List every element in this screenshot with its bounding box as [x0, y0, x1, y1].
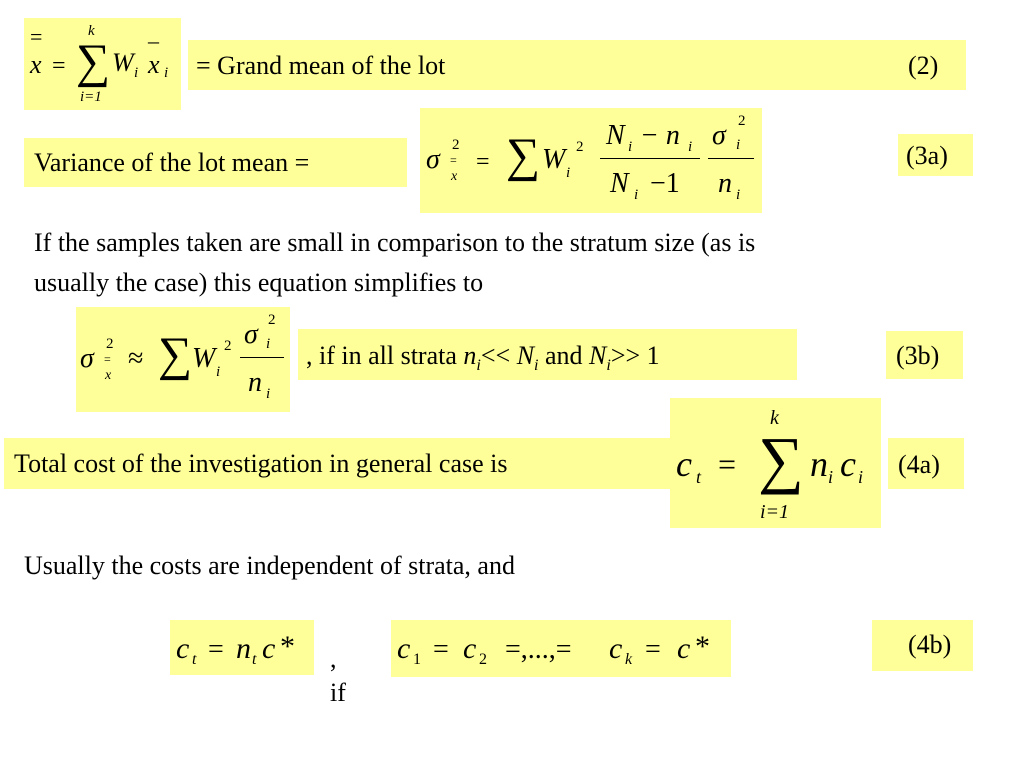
approx-variance-formula-box	[76, 307, 290, 412]
total-cost-constant-formula-box	[170, 620, 314, 675]
approx-sign: ≈	[128, 343, 144, 374]
equation-number-2: (2)	[908, 51, 939, 80]
cost-ck-sub: k	[625, 651, 633, 668]
condition-much-greater: >> 1	[610, 341, 660, 370]
sample-size-n: n	[236, 632, 251, 665]
equal-costs-formula-box	[391, 620, 731, 677]
equals-sign: =	[52, 53, 66, 79]
x-bar-mark: –	[148, 28, 159, 53]
equals-sign: =	[476, 149, 490, 175]
equals-1: =	[433, 634, 449, 665]
ellipsis-chain: =,...,=	[505, 634, 572, 665]
condition-N2-sub: i	[606, 357, 611, 375]
equation-number-4b-box	[872, 620, 973, 671]
cost-c1-sub: 1	[413, 651, 421, 668]
sample-size-n: n	[810, 444, 828, 484]
cost-ck: c	[609, 632, 623, 665]
simplification-paragraph-line1: If the samples taken are small in comparison to the stratum size (as is	[34, 228, 756, 257]
sigma-symbol: σ	[426, 144, 440, 175]
equals-sign: =	[718, 446, 737, 482]
equals-sign: =	[208, 634, 224, 665]
sigma-sup: 2	[106, 336, 114, 352]
variance-label: Variance of the lot mean =	[34, 148, 310, 177]
condition-and: and	[538, 341, 590, 370]
fraction1-num-N-sub: i	[628, 139, 633, 155]
xbarbar-symbol: x	[30, 50, 42, 79]
weight-w-sub: i	[134, 65, 139, 81]
weight-w: W	[542, 144, 566, 175]
star: *	[280, 630, 295, 663]
cost-c1: c	[397, 632, 411, 665]
weight-w: W	[192, 343, 216, 374]
fraction2-den-n-sub: i	[736, 187, 741, 203]
sample-size-n-sub: t	[252, 651, 257, 668]
total-cost-label: Total cost of the investigation in general case is	[14, 449, 508, 478]
costs-independent-paragraph: Usually the costs are independent of strata, and	[24, 551, 515, 580]
condition-prefix: , if in all strata	[306, 341, 464, 370]
summation-symbol: ∑	[506, 129, 541, 182]
sum-lower-limit: i=1	[760, 501, 790, 523]
fraction1-num-n-sub: i	[688, 139, 693, 155]
sum-lower-limit: i=1	[80, 89, 102, 105]
strata-condition-box	[298, 329, 797, 380]
condition-n: n	[463, 341, 477, 370]
if-word: if	[330, 678, 346, 707]
sigma-sub-bar: =	[450, 153, 457, 167]
x-symbol: x	[148, 50, 160, 79]
simplification-paragraph-line2: usually the case) this equation simplifies to	[34, 268, 484, 297]
sigma-sup: 2	[452, 137, 460, 153]
sigma-symbol: σ	[80, 343, 94, 374]
condition-N-sub: i	[534, 357, 539, 375]
unit-cost-c: c	[262, 632, 276, 665]
summation-symbol: ∑	[158, 328, 193, 381]
variance-label-box	[24, 138, 407, 187]
fraction-den-n-sub: i	[266, 386, 271, 402]
equation-number-3b-box	[886, 331, 963, 379]
equation-number-3b: (3b)	[896, 341, 940, 370]
fraction-num-sigma-sup: 2	[268, 312, 276, 328]
weight-w-sup: 2	[224, 338, 232, 354]
cost-c2: c	[463, 632, 477, 665]
total-cost-formula-box	[670, 398, 881, 528]
sigma-sub: x	[451, 169, 458, 184]
common-cost-c: c	[677, 632, 691, 665]
condition-N: N	[516, 341, 535, 370]
summation-symbol: ∑	[758, 424, 804, 495]
fraction-num-sigma: σ	[244, 319, 258, 350]
fraction2-den-n: n	[718, 168, 732, 199]
sigma-sub-bar: =	[104, 352, 111, 366]
fraction2-num-sigma-sup: 2	[738, 113, 746, 129]
fraction2-num-sigma-sub: i	[736, 137, 741, 153]
fraction1-bar	[600, 158, 700, 159]
weight-w-sub: i	[566, 165, 571, 181]
fraction1-den-N: N	[610, 168, 629, 199]
fraction1-den-N-sub: i	[634, 187, 639, 203]
fraction2-num-sigma: σ	[712, 120, 726, 151]
sum-upper-limit: k	[88, 23, 95, 39]
unit-cost-c: c	[840, 444, 856, 484]
fraction2-bar	[708, 158, 754, 159]
grand-mean-label-box	[188, 40, 966, 90]
fraction1-den-minus-one: −1	[650, 168, 680, 199]
fraction-bar	[240, 357, 284, 358]
equals-2: =	[645, 634, 661, 665]
grand-mean-label: = Grand mean of the lot	[196, 51, 446, 80]
condition-n-sub: i	[476, 357, 481, 375]
equation-number-4a-box	[888, 438, 964, 489]
sample-size-n-sub: i	[828, 467, 834, 487]
weight-w-sup: 2	[576, 139, 584, 155]
fraction-num-sigma-sub: i	[266, 336, 271, 352]
summation-symbol: ∑	[76, 35, 111, 88]
comma: ,	[330, 644, 337, 673]
unit-cost-c-sub: i	[858, 467, 864, 487]
star: *	[695, 630, 710, 663]
fraction1-num-N: N	[606, 120, 625, 151]
x-sub: i	[164, 65, 169, 81]
equation-number-3a-box	[898, 134, 973, 176]
fraction-den-n: n	[248, 367, 262, 398]
cost-c-sub: t	[696, 467, 702, 487]
cost-c: c	[176, 632, 190, 665]
cost-c2-sub: 2	[479, 651, 487, 668]
weight-w: W	[112, 48, 134, 77]
grand-mean-formula-box	[24, 18, 181, 110]
equation-number-3a: (3a)	[906, 141, 948, 170]
cost-c-sub: t	[192, 651, 197, 668]
sum-upper-limit: k	[770, 407, 779, 429]
total-cost-label-box	[4, 438, 670, 489]
cost-c: c	[676, 444, 692, 484]
sigma-sub: x	[105, 368, 112, 383]
equation-number-4a: (4a)	[898, 450, 940, 479]
condition-N2: N	[589, 341, 607, 370]
equation-number-4b: (4b)	[908, 630, 952, 659]
weight-w-sub: i	[216, 364, 221, 380]
fraction1-num-minus-n: − n	[640, 120, 680, 151]
variance-formula-box	[420, 108, 762, 213]
strata-condition	[306, 343, 660, 374]
condition-much-less: <<	[480, 341, 517, 370]
xbarbar-double-bar: =	[30, 24, 43, 49]
